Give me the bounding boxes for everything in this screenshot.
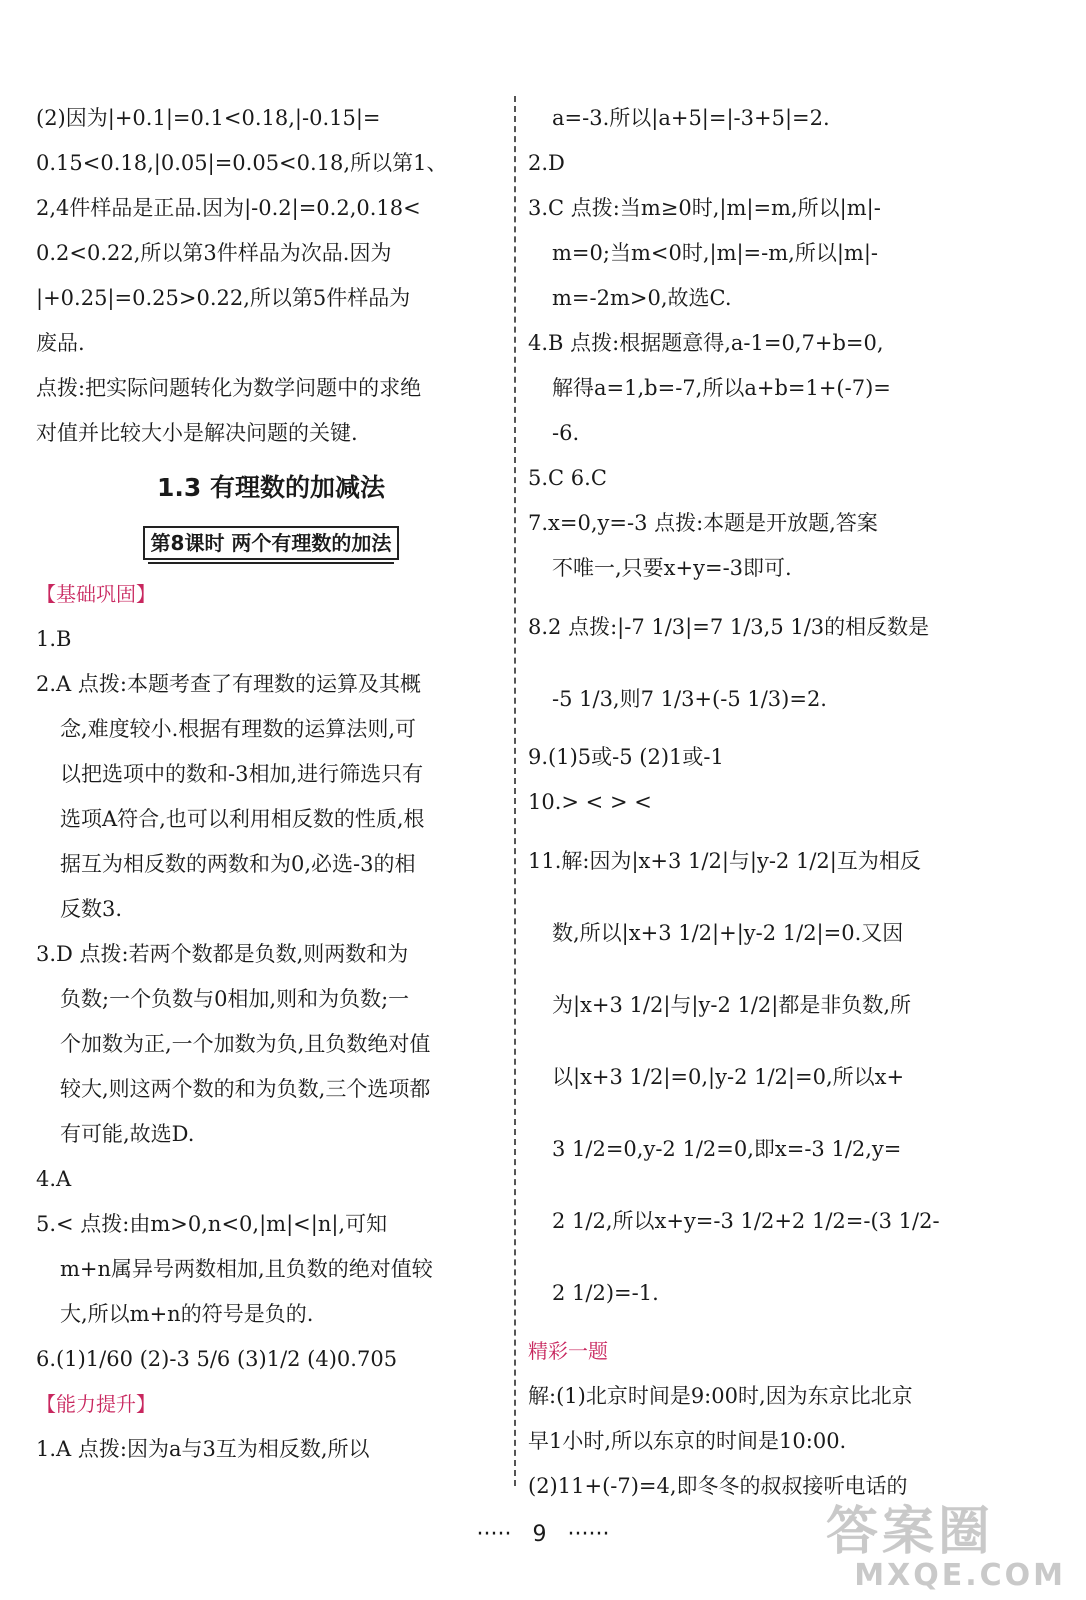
hint-line: 对值并比较大小是解决问题的关键. — [36, 421, 358, 445]
section-title: 1.3 有理数的加减法 — [157, 473, 385, 502]
answer-line: 4.A — [36, 1167, 72, 1191]
answer-line: 1.A 点拨:因为a与3互为相反数,所以 — [36, 1437, 370, 1461]
answer-line: 6.(1)1/60 (2)-3 5/6 (3)1/2 (4)0.705 — [36, 1347, 398, 1371]
text-line: 0.15<0.18,|0.05|=0.05<0.18,所以第1、 — [36, 151, 448, 175]
highlight-tag: 精彩一题 — [528, 1339, 608, 1363]
solution-line: 3 1/2=0,y-2 1/2=0,即x=-3 1/2,y= — [552, 1137, 902, 1161]
answer-line: 个加数为正,一个加数为负,且负数绝对值 — [60, 1032, 431, 1056]
watermark-cn: 答案圈 — [826, 1502, 995, 1562]
answer-line: 解:(1)北京时间是9:00时,因为东京比北京 — [528, 1384, 913, 1408]
answer-line: 4.B 点拨:根据题意得,a-1=0,7+b=0, — [528, 331, 884, 355]
basics-tag: 【基础巩固】 — [36, 582, 156, 606]
answer-line: 不唯一,只要x+y=-3即可. — [552, 556, 792, 580]
answer-line: 较大,则这两个数的和为负数,三个选项都 — [60, 1077, 431, 1101]
solution-line: 为|x+3 1/2|与|y-2 1/2|都是非负数,所 — [552, 993, 912, 1017]
lesson-title-wrap — [36, 520, 506, 572]
hint-line: 点拨:把实际问题转化为数学问题中的求绝 — [36, 376, 422, 400]
answer-line: 选项A符合,也可以利用相反数的性质,根 — [60, 807, 425, 831]
answer-line: 解得a=1,b=-7,所以a+b=1+(-7)= — [552, 376, 891, 400]
column-divider — [514, 96, 516, 1486]
right-column — [528, 96, 1008, 1509]
answer-line: m=0;当m<0时,|m|=-m,所以|m|- — [552, 241, 878, 265]
answer-line: 大,所以m+n的符号是负的. — [60, 1302, 314, 1326]
text-line: 2,4件样品是正品.因为|-0.2|=0.2,0.18< — [36, 196, 421, 220]
answer-line: 5.C 6.C — [528, 466, 607, 490]
watermark-logo — [826, 1504, 1066, 1594]
watermark-en: MXQE.COM — [854, 1558, 1066, 1593]
answer-line: 9.(1)5或-5 (2)1或-1 — [528, 745, 724, 769]
lesson-title: 第8课时 两个有理数的加法 — [143, 526, 400, 560]
answer-line: 3.C 点拨:当m≥0时,|m|=m,所以|m|- — [528, 196, 881, 220]
footer-dots-right: ······ — [567, 1522, 610, 1547]
text-line: 0.2<0.22,所以第3件样品为次品.因为 — [36, 241, 392, 265]
answer-line: 2.D — [528, 151, 565, 175]
answer-line: 负数;一个负数与0相加,则和为负数;一 — [60, 987, 410, 1011]
answer-line: 据互为相反数的两数和为0,必选-3的相 — [60, 852, 416, 876]
solution-line: 2 1/2,所以x+y=-3 1/2+2 1/2=-(3 1/2- — [552, 1209, 940, 1233]
answer-line: 1.B — [36, 627, 72, 651]
footer-dots-left: ····· — [476, 1522, 512, 1547]
solution-line: 11.解:因为|x+3 1/2|与|y-2 1/2|互为相反 — [528, 849, 921, 873]
page-number: 9 — [532, 1522, 547, 1547]
answer-line: 2.A 点拨:本题考查了有理数的运算及其概 — [36, 672, 421, 696]
answer-line: m=-2m>0,故选C. — [552, 286, 732, 310]
text-line: (2)因为|+0.1|=0.1<0.18,|-0.15|= — [36, 106, 381, 130]
answer-line: 3.D 点拨:若两个数都是负数,则两数和为 — [36, 942, 409, 966]
answer-line: 5.< 点拨:由m>0,n<0,|m|<|n|,可知 — [36, 1212, 388, 1236]
solution-line: 数,所以|x+3 1/2|+|y-2 1/2|=0.又因 — [552, 921, 904, 945]
answer-line: m+n属异号两数相加,且负数的绝对值较 — [60, 1257, 433, 1281]
answer-line: 念,难度较小.根据有理数的运算法则,可 — [60, 717, 417, 741]
text-line: |+0.25|=0.25>0.22,所以第5件样品为 — [36, 286, 411, 310]
answer-line: 反数3. — [60, 897, 123, 921]
answer-line: 早1小时,所以东京的时间是10:00. — [528, 1429, 847, 1453]
text-line: 废品. — [36, 331, 85, 355]
answer-line: 有可能,故选D. — [60, 1122, 195, 1146]
answer-line: a=-3.所以|a+5|=|-3+5|=2. — [552, 106, 830, 130]
answer-line: 7.x=0,y=-3 点拨:本题是开放题,答案 — [528, 511, 878, 535]
solution-line: 2 1/2)=-1. — [552, 1281, 659, 1305]
answer-line: -5 1/3,则7 1/3+(-5 1/3)=2. — [552, 687, 827, 711]
answer-line: 8.2 点拨:|-7 1/3|=7 1/3,5 1/3的相反数是 — [528, 615, 930, 639]
answer-line: (2)11+(-7)=4,即冬冬的叔叔接听电话的 — [528, 1474, 908, 1498]
answer-line: -6. — [552, 421, 580, 445]
ability-tag: 【能力提升】 — [36, 1392, 156, 1416]
answer-line: 10.> < > < — [528, 790, 652, 814]
left-column — [36, 96, 506, 1472]
answer-line: 以把选项中的数和-3相加,进行筛选只有 — [60, 762, 424, 786]
solution-line: 以|x+3 1/2|=0,|y-2 1/2|=0,所以x+ — [552, 1065, 905, 1089]
